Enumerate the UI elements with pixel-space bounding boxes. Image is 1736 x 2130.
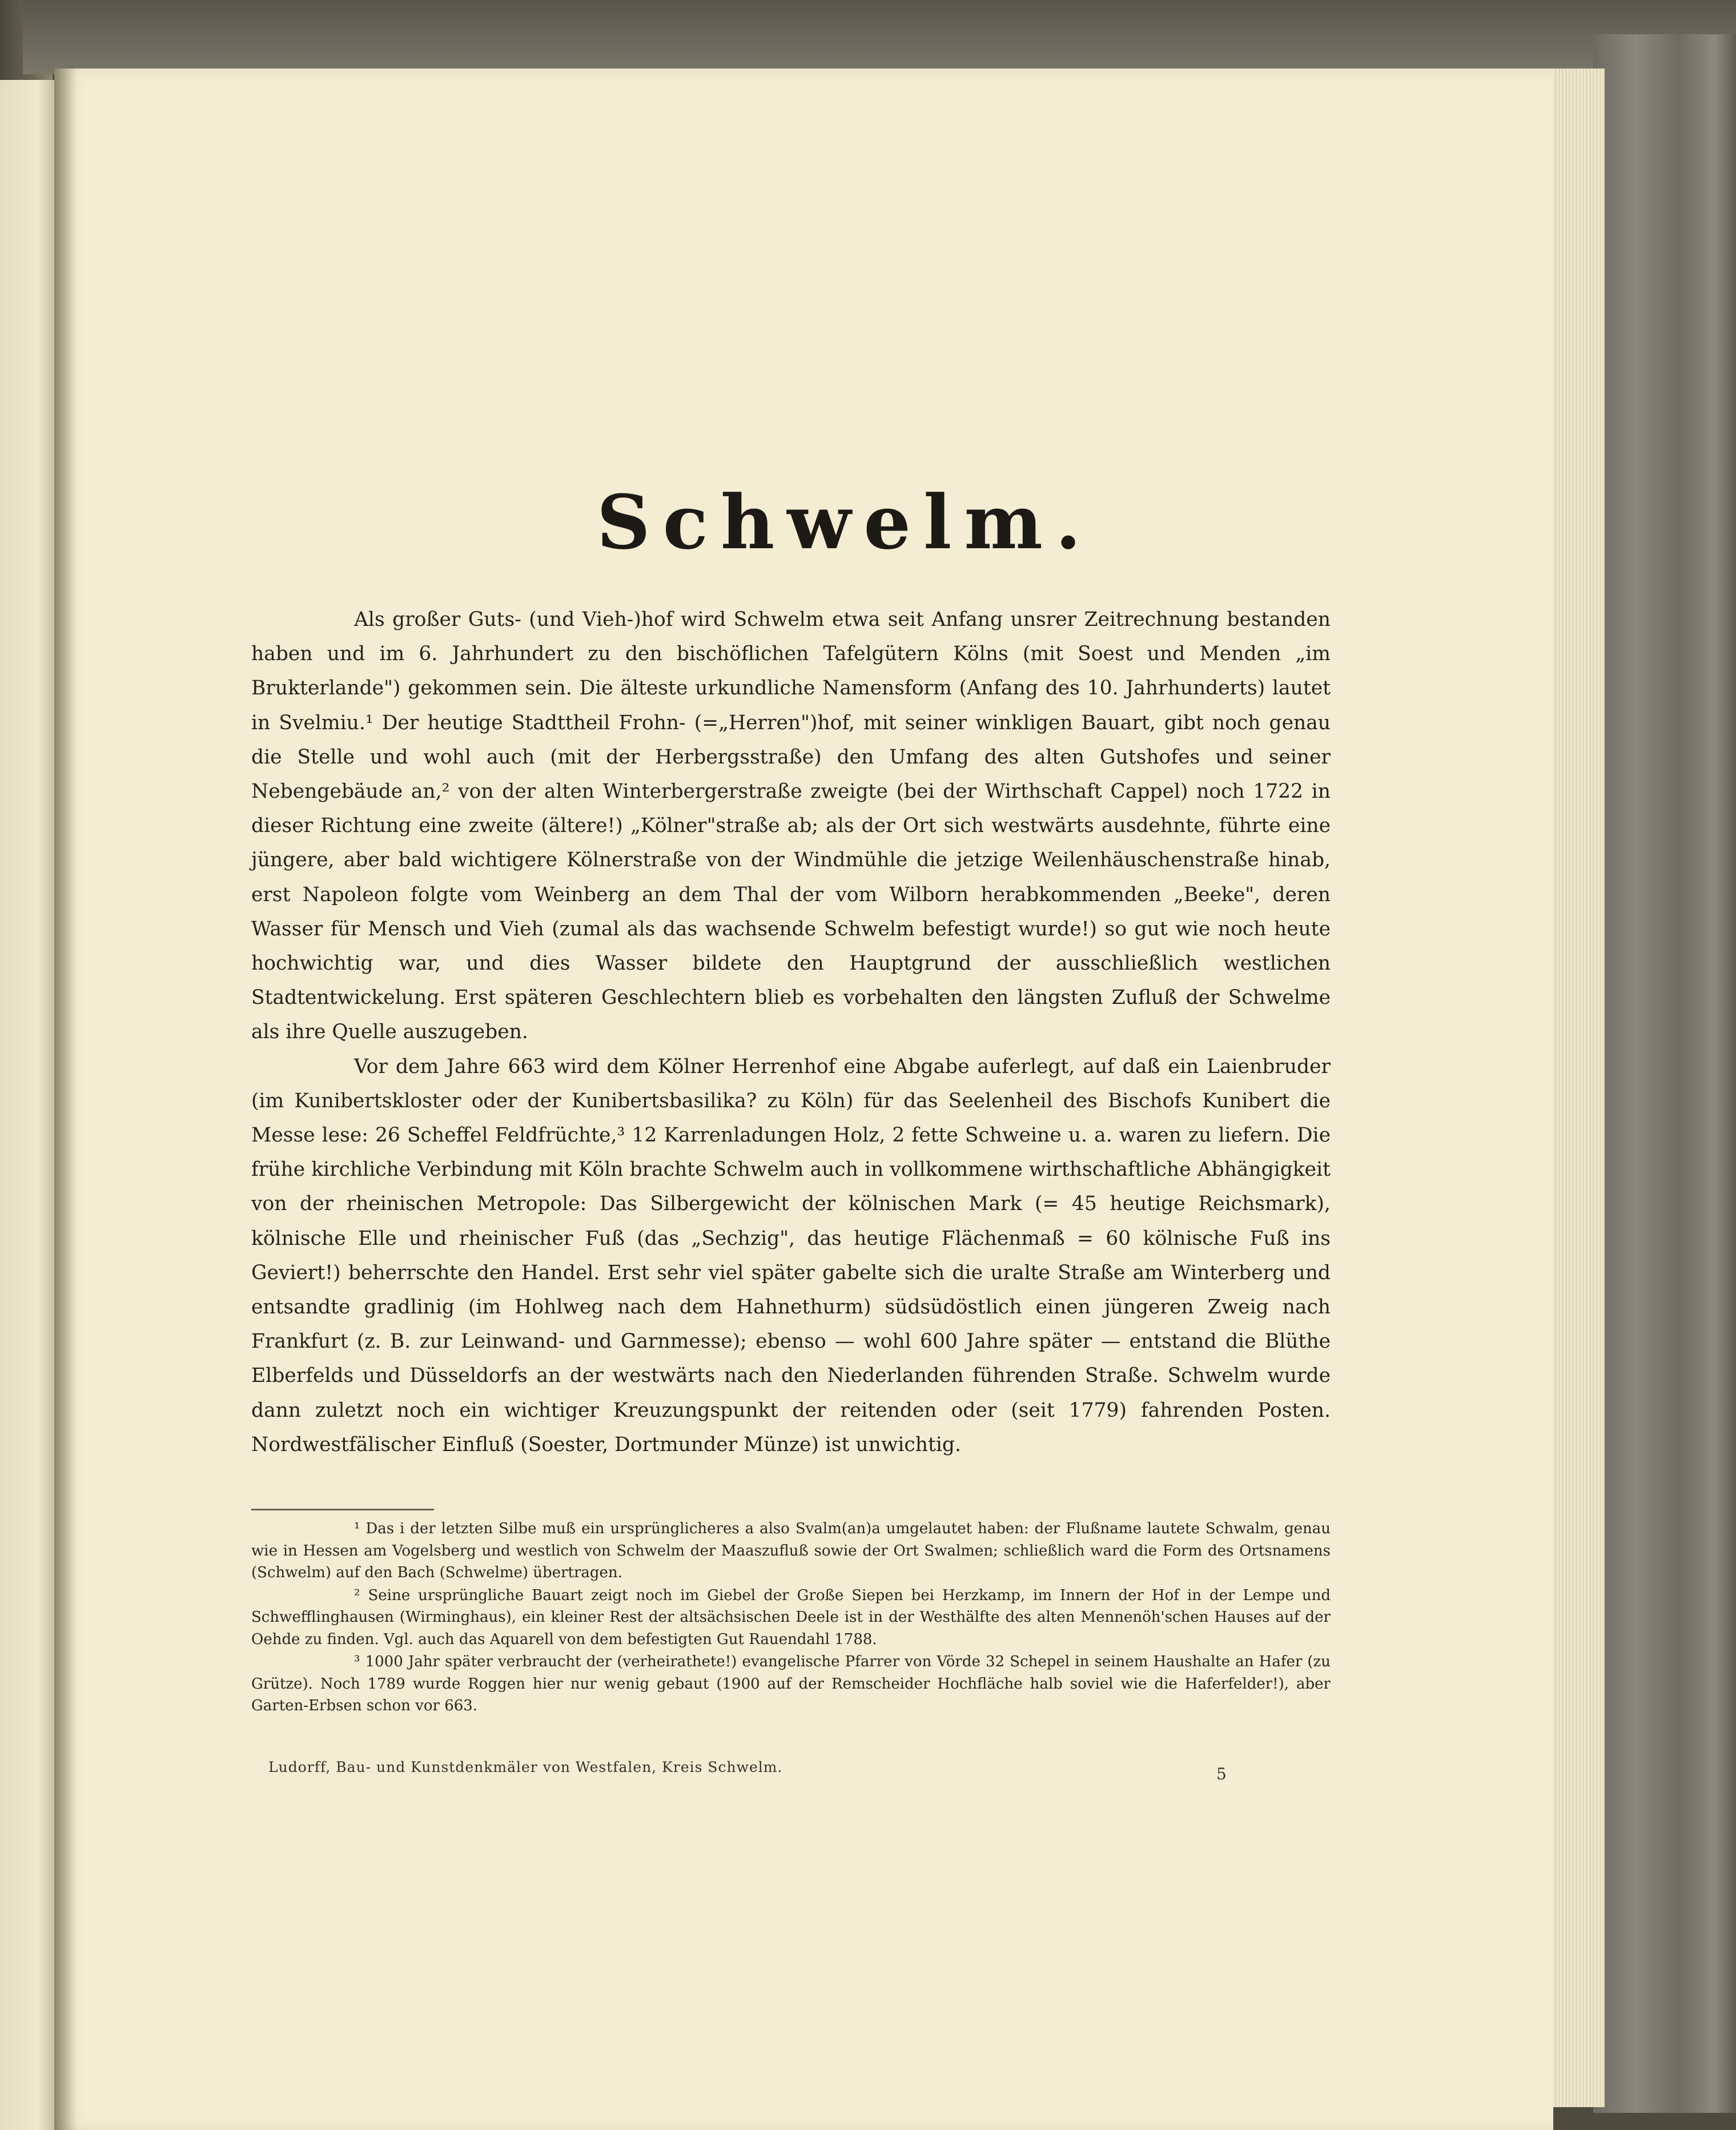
- footnote-divider: [251, 1509, 434, 1510]
- footnote-3: ³ 1000 Jahr später verbraucht der (verheirathete!) evangelische Pfarrer von Vörde 32 Schepel in seinem Haushalte an Hafer (zu Grütze). Noch 1789 wurde Roggen hier nur wenig gebaut (1900 auf der Remscheider Hochfläche halb soviel wie die Haferfelder!), aber Garten-Erbsen schon vor 663.: [251, 1653, 1331, 1714]
- page-title: Schwelm.: [596, 479, 1094, 566]
- footnotes: [251, 1518, 1331, 1718]
- paragraph-2: Vor dem Jahre 663 wird dem Kölner Herrenhof eine Abgabe auferlegt, auf daß ein Laienbruder (im Kunibertskloster oder der Kunibertsbasilika? zu Köln) für das Seelenheil des Bischofs Kunibert die Messe lese: 26 Scheffel Feldfrüchte,³ 12 Karrenladungen Holz, 2 fette Schweine u. a. waren zu liefern. Die frühe kirchliche Verbindung mit Köln brachte Schwelm auch in vollkommene wirthschaftliche Abhängigkeit von der rheinischen Metropole: Das Silbergewicht der kölnischen Mark (= 45 heutige Reichsmark), kölnische Elle und rheinischer Fuß (das „Sechzig", das heutige Flächenmaß = 60 kölnische Fuß ins Geviert!) beherrschte den Handel. Erst sehr viel später gabelte sich die uralte Straße am Winterberg und entsandte gradlinig (im Hohlweg nach dem Hahnethurm) südsüdöstlich einen jüngeren Zweig nach Frankfurt (z. B. zur Leinwand- und Garnmesse); ebenso — wohl 600 Jahre später — entstand die Blüthe Elberfelds und Düsseldorfs an der westwärts nach den Niederlanden führenden Straße. Schwelm wurde dann zuletzt noch ein wichtiger Kreuzungspunkt der reitenden oder (seit 1779) fahrenden Posten. Nordwestfälischer Einfluß (Soester, Dortmunder Münze) ist unwichtig.: [251, 1055, 1331, 1456]
- book-cover-right: [1593, 34, 1736, 2113]
- gutter-shadow: [54, 69, 77, 2130]
- footnote-1: ¹ Das i der letzten Silbe muß ein ursprünglicheres a also Svalm(an)a umgelautet haben: der Flußname lautete Schwalm, genau wie in Hessen am Vogelsberg und westlich von Schwelm der Maaszufluß sowie der Ort Swalmen; schließlich ward die Form des Ortsnamens (Schwelm) auf den Bach (Schwelme) übertragen.: [251, 1520, 1331, 1581]
- page-number: 5: [1216, 1765, 1227, 1783]
- paragraph-1: Als großer Guts- (und Vieh-)hof wird Schwelm etwa seit Anfang unsrer Zeitrechnung bestanden haben und im 6. Jahrhundert zu den bischöflichen Tafelgütern Kölns (mit Soest und Menden „im Brukterlande") gekommen sein. Die älteste urkundliche Namensform (Anfang des 10. Jahrhunderts) lautet in Svelmiu.¹ Der heutige Stadttheil Frohn- (=„Herren")hof, mit seiner winkligen Bauart, gibt noch genau die Stelle und wohl auch (mit der Herbergsstraße) den Umfang des alten Gutshofes und seiner Nebengebäude an,² von der alten Winterbergerstraße zweigte (bei der Wirthschaft Cappel) noch 1722 in dieser Richtung eine zweite (ältere!) „Kölner"straße ab; als der Ort sich westwärts ausdehnte, führte eine jüngere, aber bald wichtigere Kölnerstraße von der Windmühle die jetzige Weilenhäuschenstraße hinab, erst Napoleon folgte vom Weinberg an dem Thal der vom Wilborn herabkommenden „Beeke", deren Wasser für Mensch und Vieh (zumal als das wachsende Schwelm befestigt wurde!) so gut wie noch heute hochwichtig war, und dies Wasser bildete den Hauptgrund der ausschließlich westlichen Stadtentwickelung. Erst späteren Geschlechtern blieb es vorbehalten den längsten Zufluß der Schwelme als ihre Quelle auszugeben.: [251, 608, 1331, 1044]
- book-cover-top: [23, 0, 1736, 74]
- left-page-edge: [0, 80, 54, 2130]
- body-text: [251, 602, 1331, 1462]
- page-edges: [1553, 69, 1605, 2107]
- footnote-2: ² Seine ursprüngliche Bauart zeigt noch im Giebel der Große Siepen bei Herzkamp, im Innern der Hof in der Lempe und Schwefflinghausen (Wirminghaus), ein kleiner Rest der altsächsischen Deele ist in der Westhälfte des alten Mennenöh'schen Hauses auf der Oehde zu finden. Vgl. auch das Aquarell von dem befestigten Gut Rauendahl 1788.: [251, 1586, 1331, 1648]
- source-footer: Ludorff, Bau- und Kunstdenkmäler von Westfalen, Kreis Schwelm.: [268, 1759, 783, 1775]
